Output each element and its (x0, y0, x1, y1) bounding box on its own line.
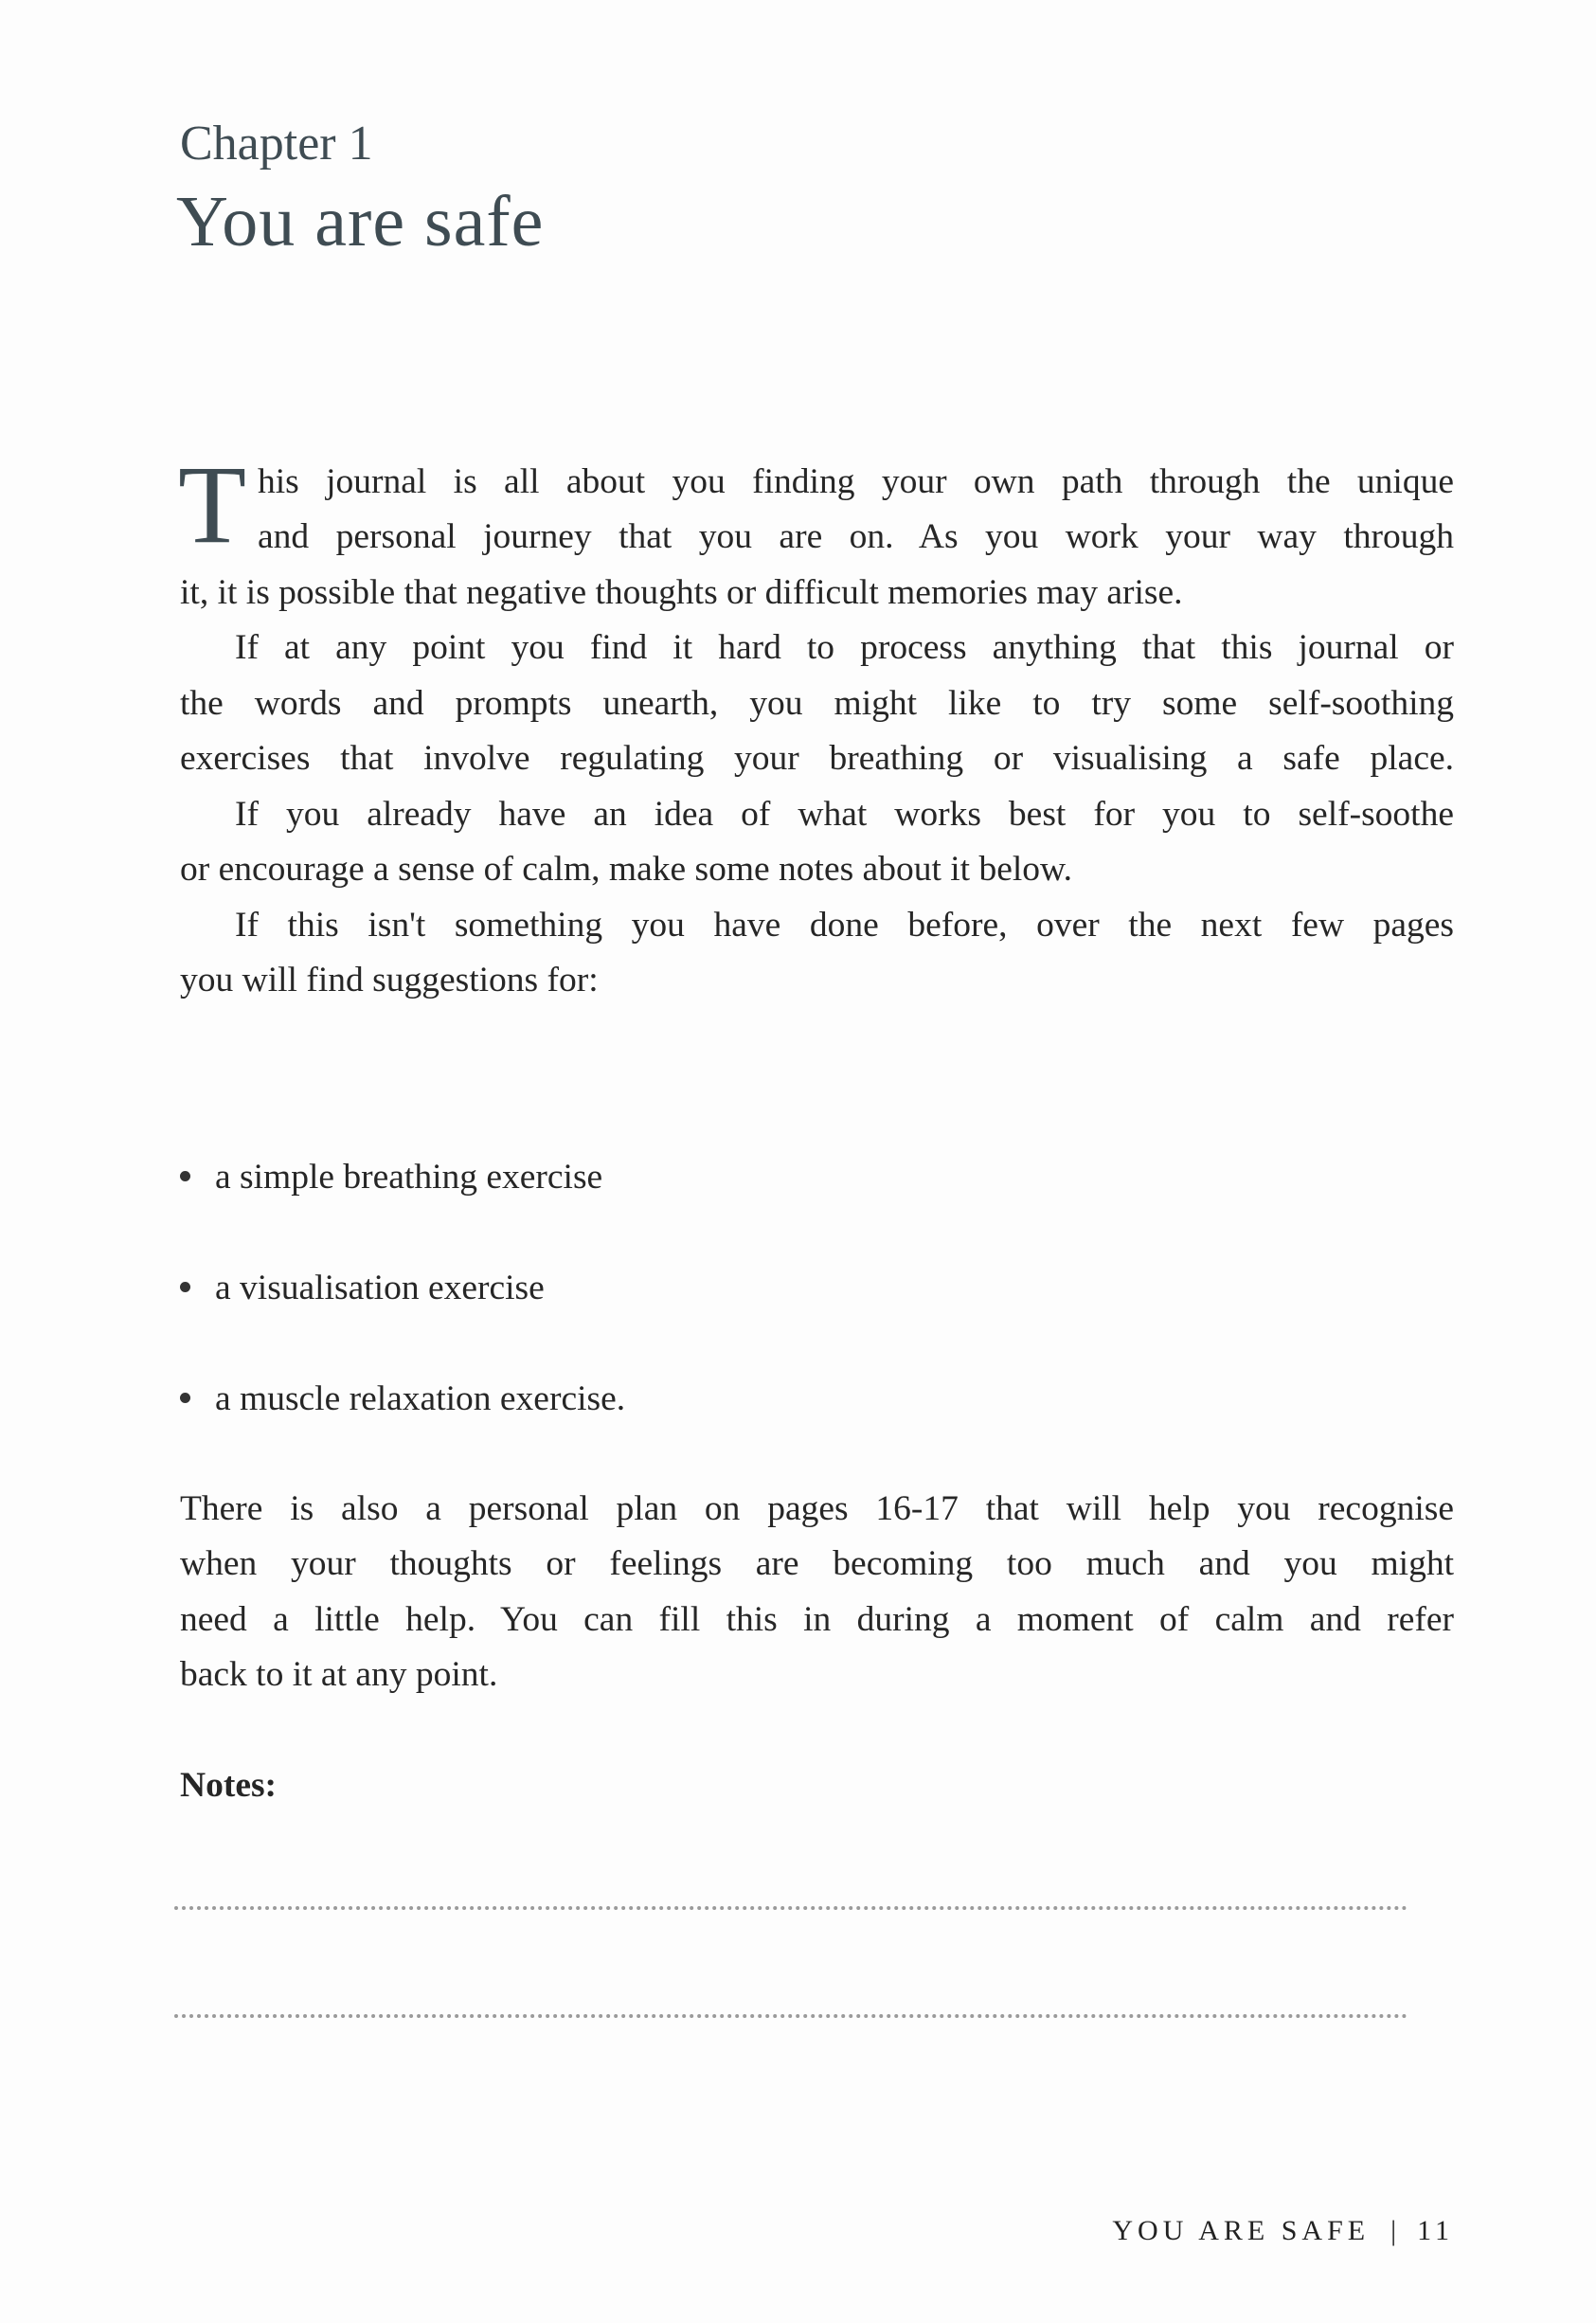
footer-separator: | (1390, 2215, 1397, 2246)
bullet-icon (180, 1171, 190, 1181)
running-head: YOU ARE SAFE (1112, 2215, 1371, 2246)
body-line: need a little help. You can fill this in during a moment of calm and refer (180, 1600, 1454, 1639)
body-line: If you already have an idea of what works best for you to self-soothe (235, 795, 1454, 834)
bullet-item: a visualisation exercise (180, 1261, 545, 1316)
notes-label: Notes: (180, 1766, 278, 1805)
body-line: you will find suggestions for: (180, 961, 599, 999)
chapter-title: You are safe (176, 182, 545, 261)
body-line: exercises that involve regulating your breathing or visualising a safe place. (180, 739, 1454, 778)
notes-line[interactable] (174, 1906, 1408, 1910)
body-line: when your thoughts or feelings are becoming too much and you might (180, 1544, 1454, 1583)
body-line: There is also a personal plan on pages 16-17 that will help you recognise (180, 1489, 1454, 1528)
page-footer (1112, 2217, 1454, 2245)
bullet-icon (180, 1393, 190, 1403)
body-line: If this isn't something you have done before, over the next few pages (235, 906, 1454, 945)
bullet-item: a simple breathing exercise (180, 1150, 602, 1205)
body-line: and personal journey that you are on. As you work your way through (258, 517, 1454, 556)
drop-cap: T (178, 442, 247, 567)
chapter-label: Chapter 1 (180, 117, 373, 171)
bullet-icon (180, 1282, 190, 1292)
page-number: 11 (1417, 2215, 1454, 2246)
bullet-item: a muscle relaxation exercise. (180, 1372, 625, 1427)
body-line: his journal is all about you finding your own path through the unique (258, 462, 1454, 501)
body-line: back to it at any point. (180, 1655, 498, 1694)
body-line: or encourage a sense of calm, make some notes about it below. (180, 850, 1073, 889)
body-line: If at any point you find it hard to process anything that this journal or (235, 628, 1454, 667)
body-line: the words and prompts unearth, you might like to try some self-soothing (180, 684, 1454, 723)
notes-line[interactable] (174, 2014, 1408, 2018)
body-line: it, it is possible that negative thoughts or difficult memories may arise. (180, 573, 1183, 612)
